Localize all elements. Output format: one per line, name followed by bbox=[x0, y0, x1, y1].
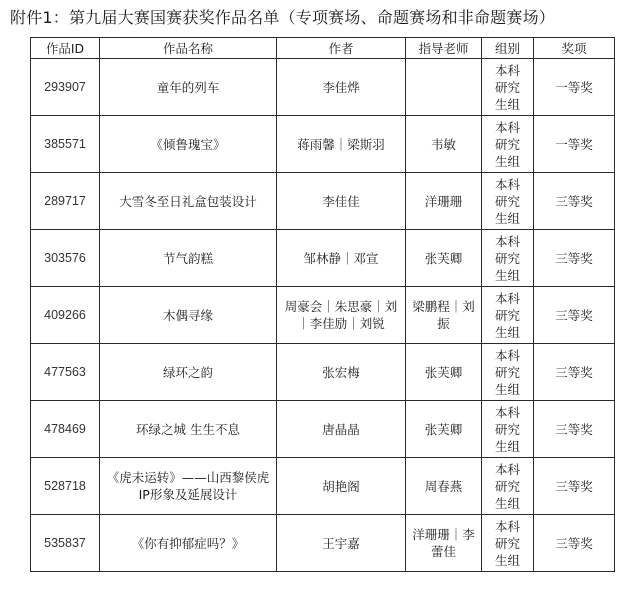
group-line: 生组 bbox=[494, 153, 520, 169]
cell-work-name: 木偶寻缘 bbox=[100, 287, 277, 344]
group-line: 本科 bbox=[494, 290, 520, 306]
cell-group bbox=[482, 287, 534, 344]
cell-award: 三等奖 bbox=[534, 458, 615, 515]
cell-group bbox=[482, 344, 534, 401]
group-line: 研究 bbox=[494, 250, 520, 266]
cell-advisor: 梁鹏程｜刘振 bbox=[406, 287, 482, 344]
cell-group bbox=[482, 401, 534, 458]
column-header-advisor: 指导老师 bbox=[406, 38, 482, 59]
table-header-row bbox=[31, 38, 615, 59]
group-line: 生组 bbox=[494, 381, 520, 397]
cell-work-id: 477563 bbox=[31, 344, 100, 401]
table-row bbox=[31, 116, 615, 173]
column-header-group: 组别 bbox=[482, 38, 534, 59]
group-line: 生组 bbox=[494, 210, 520, 226]
cell-award: 三等奖 bbox=[534, 515, 615, 572]
awards-table bbox=[30, 37, 615, 572]
table-row bbox=[31, 230, 615, 287]
table-row bbox=[31, 515, 615, 572]
table-row bbox=[31, 287, 615, 344]
group-line: 本科 bbox=[494, 119, 520, 135]
table-row bbox=[31, 458, 615, 515]
group-line: 本科 bbox=[494, 404, 520, 420]
table-row bbox=[31, 173, 615, 230]
cell-work-name: 《虎未运转》——山西黎侯虎IP形象及延展设计 bbox=[100, 458, 277, 515]
group-line: 研究 bbox=[494, 421, 520, 437]
page-title: 附件1：第九届大赛国赛获奖作品名单（专项赛场、命题赛场和非命题赛场） bbox=[10, 8, 555, 27]
group-line: 本科 bbox=[494, 233, 520, 249]
cell-group bbox=[482, 515, 534, 572]
cell-group bbox=[482, 230, 534, 287]
group-line: 本科 bbox=[494, 62, 520, 78]
cell-advisor: 周春燕 bbox=[406, 458, 482, 515]
cell-work-name: 节气韵糕 bbox=[100, 230, 277, 287]
group-line: 生组 bbox=[494, 438, 520, 454]
cell-advisor: 张芙卿 bbox=[406, 230, 482, 287]
cell-award: 三等奖 bbox=[534, 230, 615, 287]
cell-author: 李佳佳 bbox=[277, 173, 406, 230]
cell-author: 胡艳阁 bbox=[277, 458, 406, 515]
cell-advisor: 洋珊珊 bbox=[406, 173, 482, 230]
cell-author: 张宏梅 bbox=[277, 344, 406, 401]
column-header-name: 作品名称 bbox=[100, 38, 277, 59]
cell-advisor: 张芙卿 bbox=[406, 344, 482, 401]
group-line: 生组 bbox=[494, 552, 520, 568]
table-row bbox=[31, 344, 615, 401]
group-line: 本科 bbox=[494, 461, 520, 477]
cell-work-id: 528718 bbox=[31, 458, 100, 515]
group-line: 生组 bbox=[494, 267, 520, 283]
cell-author: 唐晶晶 bbox=[277, 401, 406, 458]
cell-award: 一等奖 bbox=[534, 59, 615, 116]
cell-advisor: 韦敏 bbox=[406, 116, 482, 173]
cell-group bbox=[482, 173, 534, 230]
group-line: 研究 bbox=[494, 79, 520, 95]
table-row bbox=[31, 59, 615, 116]
group-line: 生组 bbox=[494, 96, 520, 112]
cell-author: 周豪会｜朱思豪｜刘 ｜李佳励｜刘锐 bbox=[277, 287, 406, 344]
cell-award: 一等奖 bbox=[534, 116, 615, 173]
cell-advisor: 张芙卿 bbox=[406, 401, 482, 458]
group-line: 研究 bbox=[494, 478, 520, 494]
group-line: 本科 bbox=[494, 347, 520, 363]
column-header-award: 奖项 bbox=[534, 38, 615, 59]
cell-award: 三等奖 bbox=[534, 344, 615, 401]
cell-group bbox=[482, 59, 534, 116]
cell-award: 三等奖 bbox=[534, 401, 615, 458]
cell-advisor bbox=[406, 59, 482, 116]
cell-work-name: 《你有抑郁症吗？》 bbox=[100, 515, 277, 572]
cell-work-id: 385571 bbox=[31, 116, 100, 173]
group-line: 研究 bbox=[494, 136, 520, 152]
table-row bbox=[31, 401, 615, 458]
cell-author: 邹林静｜邓宣 bbox=[277, 230, 406, 287]
cell-work-name: 绿环之韵 bbox=[100, 344, 277, 401]
group-line: 研究 bbox=[494, 193, 520, 209]
column-header-id: 作品ID bbox=[31, 38, 100, 59]
group-line: 生组 bbox=[494, 495, 520, 511]
cell-work-name: 童年的列车 bbox=[100, 59, 277, 116]
cell-work-id: 535837 bbox=[31, 515, 100, 572]
cell-work-name: 大雪冬至日礼盒包装设计 bbox=[100, 173, 277, 230]
cell-author: 李佳烨 bbox=[277, 59, 406, 116]
cell-advisor: 洋珊珊｜李蕾佳 bbox=[406, 515, 482, 572]
group-line: 研究 bbox=[494, 307, 520, 323]
cell-work-id: 289717 bbox=[31, 173, 100, 230]
cell-work-name: 《倾鲁瑰宝》 bbox=[100, 116, 277, 173]
cell-work-id: 409266 bbox=[31, 287, 100, 344]
cell-author: 蒋雨馨｜梁斯羽 bbox=[277, 116, 406, 173]
group-line: 生组 bbox=[494, 324, 520, 340]
cell-award: 三等奖 bbox=[534, 173, 615, 230]
group-line: 本科 bbox=[494, 176, 520, 192]
cell-author: 王宇嘉 bbox=[277, 515, 406, 572]
cell-award: 三等奖 bbox=[534, 287, 615, 344]
cell-work-id: 293907 bbox=[31, 59, 100, 116]
group-line: 研究 bbox=[494, 535, 520, 551]
column-header-author: 作者 bbox=[277, 38, 406, 59]
cell-work-id: 478469 bbox=[31, 401, 100, 458]
cell-work-name: 环绿之城 生生不息 bbox=[100, 401, 277, 458]
group-line: 研究 bbox=[494, 364, 520, 380]
cell-group bbox=[482, 458, 534, 515]
group-line: 本科 bbox=[494, 518, 520, 534]
cell-group bbox=[482, 116, 534, 173]
cell-work-id: 303576 bbox=[31, 230, 100, 287]
